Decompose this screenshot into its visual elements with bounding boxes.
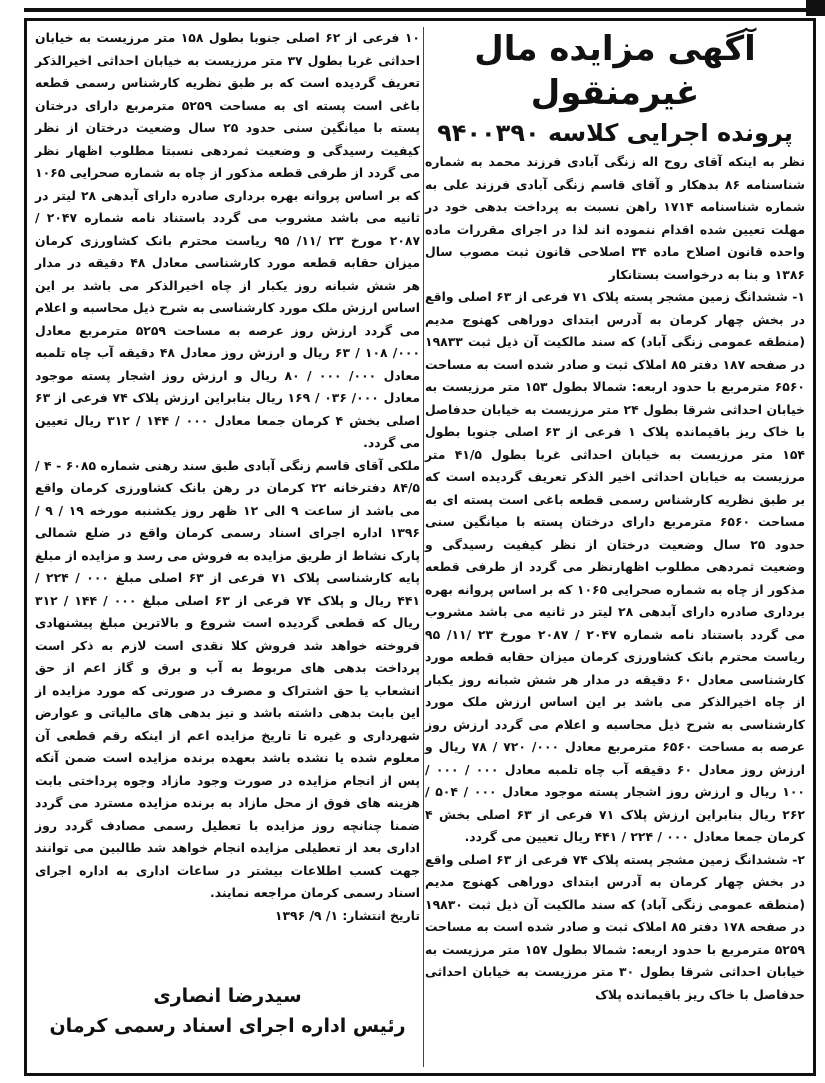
right-column [425, 27, 805, 1006]
notice-item-2: ۲- ششدانگ زمین مشجر پسته پلاک ۷۴ فرعی از ۶۳ اصلی واقع در بخش چهار کرمان به آدرس ابتدای دوراهی کهنوج مدیم (منطقه عمومی زنگی آباد) که سند مالکیت آن ذیل ثبت ۱۹۸۳۰ در صفحه ۱۷۸ دفتر ۸۵ املاک ثبت و صادر شده است به مساحت ۵۲۵۹ مترمربع با حدود اربعه: شمالا بطول ۱۵۷ متر مرزیست به خیابان احداثی شرقا بطول ۳۰ متر مرزیست به خیابان احداثی حدفاصل با خاک ریز باقیمانده پلاک [425, 851, 805, 1002]
top-rule [24, 8, 816, 12]
left-column [35, 27, 420, 927]
signer-title: رئیس اداره اجرای اسناد رسمی کرمان [49, 1015, 406, 1037]
notice-subtitle: پرونده اجرایی کلاسه ۹۴۰۰۳۹۰ [437, 119, 793, 147]
signer-name: سیدرضا انصاری [153, 985, 302, 1007]
signature-block [35, 981, 420, 1041]
auction-terms: ملکی آقای قاسم زنگی آبادی طبق سند رهنی شماره ۶۰۸۵ - ۴ / ۸۴/۵ دفترخانه ۲۲ کرمان در رهن بانک کشاورزی کرمان واقع می باشد از ساعت ۹ الی ۱۲ ظهر روز یکشنبه مورخه ۱۹ / ۹ / ۱۳۹۶ اداره اجرای اسناد رسمی کرمان واقع در ضلع شمالی پارک نشاط از طریق مزایده به فروش می رسد و مزایده از مبلغ پایه کارشناسی پلاک ۷۱ فرعی از ۶۳ اصلی مبلغ ۰۰۰ / ۲۲۴ / ۴۴۱ ریال و پلاک ۷۴ فرعی از ۶۳ اصلی مبلغ ۰۰۰ / ۱۴۴ / ۳۱۲ ریال که قطعی گردیده است شروع و بالاترین مبلغ پیشنهادی فروخته خواهد شد فروش کلا نقدی است لازم به ذکر است پرداخت بدهی های مربوط به آب و برق و گاز اعم از حق انشعاب یا حق اشتراک و مصرف در صورتی که مورد مزایده از این بابت بدهی داشته باشد و نیز بدهی های مالیاتی و عوارض شهرداری و غیره تا تاریخ مزایده اعم از اینکه رقم قطعی آن معلوم شده یا نشده باشد بعهده برنده مزایده است ضمن آنکه پس از انجام مزایده در صورت وجود مازاد وجوه پرداختی بابت هزینه های فوق از محل مازاد به برنده مزایده مسترد می گردد ضمنا چنانچه روز مزایده با تعطیل رسمی مصادف گردد روز اداری بعد از تعطیلی مزایده انجام خواهد شد طالبین می توانند جهت کسب اطلاعات بیشتر در ساعات اداری به اداره اجرای اسناد رسمی کرمان مراجعه نمایند. [35, 457, 420, 900]
notice-frame [24, 18, 816, 1076]
notice-item-2-continued: ۱۰ فرعی از ۶۲ اصلی جنوبا بطول ۱۵۸ متر مرزیست به خیابان احداثی غربا بطول ۳۷ متر مرزیست به خیابان احداثی اخیرالذکر تعریف گردیده است که بر طبق نظریه کارشناس رسمی قطعه باغی است پسته ای به مساحت ۵۲۵۹ مترمربع دارای درختان پسته با میانگین سنی حدود ۲۵ سال وضعیت درختان از نظر کیفیت رسیدگی و وضعیت ثمردهی نسبتا مطلوب اظهار نظر می گردد از طرفی قطعه مذکور از چاه به شماره صحرایی ۱۰۶۵ که بر اساس پروانه بهره برداری صادره دارای آبدهی ۲۸ لیتر در ثانیه می باشد مشروب می گردد باستناد نامه شماره ۲۰۴۷ / ۲۰۸۷ مورخ ۲۳ /۱۱/ ۹۵ ریاست محترم بانک کشاورزی کرمان میزان حقابه قطعه مورد کارشناسی معادل ۴۸ دقیقه در مدار هر شش شبانه روز یکبار از چاه اخیرالذکر می باشد بر این اساس ارزش ملک مورد کارشناسی به شرح ذیل محاسبه و اعلام می گردد ارزش روز عرصه به مساحت ۵۲۵۹ مترمربع معادل ۰۰۰/ ۱۰۸ / ۶۳ ریال و ارزش روز معادل ۴۸ دقیقه آب چاه تلمبه معادل ۰۰۰/ ۰۰۰ / ۸۰ ریال و ارزش روز اشجار پسته موجود معادل ۰۰۰/ ۰۳۶ / ۱۶۹ ریال بنابراین ارزش پلاک ۷۴ فرعی از ۶۳ اصلی بخش ۴ کرمان جمعا معادل ۰۰۰ / ۱۴۴ / ۳۱۲ ریال تعیین می گردد. [35, 30, 421, 450]
publish-date: تاریخ انتشار: ۱/ ۹/ ۱۳۹۶ [274, 907, 420, 923]
column-divider [423, 27, 424, 1067]
notice-title: آگهی مزایده مال غیرمنقول [474, 29, 756, 113]
notice-item-1: ۱- ششدانگ زمین مشجر پسته پلاک ۷۱ فرعی از ۶۳ اصلی واقع در بخش چهار کرمان به آدرس ابتدای دوراهی کهنوج مدیم (منطقه عمومی زنگی آباد) که سند مالکیت آن ذیل ثبت ۱۹۸۳۳ در صفحه ۱۸۷ دفتر ۸۵ املاک ثبت و صادر شده است به مساحت ۶۵۶۰ مترمربع با حدود اربعه: شمالا بطول ۱۵۳ متر مرزیست به خیابان احداثی شرقا بطول ۲۴ متر مرزیست به خیابان حدفاصل با خاک ریز باقیمانده پلاک ۱ فرعی از ۶۳ اصلی جنوبا بطول ۱۵۴ متر مرزیست به خیابان احداثی غربا بطول ۴۱/۵ متر مرزیست به خیابان احداثی اخیر الذکر تعریف گردیده است که بر طبق نظریه کارشناس رسمی قطعه باغی است پسته ای به مساحت ۶۵۶۰ مترمربع دارای درختان پسته با میانگین سنی حدود ۲۵ سال وضعیت درختان از نظر کیفیت رسیدگی و وضعیت ثمردهی مطلوب اظهارنظر می گردد از طرفی قطعه مذکور از چاه به شماره صحرایی ۱۰۶۵ که بر اساس پروانه بهره برداری صادره دارای آبدهی ۲۸ لیتر در ثانیه می باشد مشروب می گردد باستناد نامه شماره ۲۰۴۷ / ۲۰۸۷ مورخ ۲۳ /۱۱/ ۹۵ ریاست محترم بانک کشاورزی کرمان میزان حقابه قطعه مورد کارشناسی معادل ۶۰ دقیقه در مدار هر شش شبانه روز یکبار از چاه اخیرالذکر می باشد بر این اساس ارزش ملک مورد کارشناسی به شرح ذیل محاسبه و اعلام می گردد ارزش روز عرصه به مساحت ۶۵۶۰ مترمربع معادل ۰۰۰/ ۷۲۰ / ۷۸ ریال و ارزش روز معادل ۶۰ دقیقه آب چاه تلمبه معادل ۰۰۰ / ۰۰۰ / ۱۰۰ ریال و ارزش روز اشجار پسته موجود معادل ۰۰۰ / ۵۰۴ / ۲۶۲ ریال بنابراین ارزش پلاک ۷۱ فرعی از ۶۳ اصلی بخش ۴ کرمان جمعا معادل ۰۰۰ / ۲۲۴ / ۴۴۱ ریال تعیین می گردد. [425, 289, 806, 844]
notice-intro: نظر به اینکه آقای روح اله زنگی آبادی فرزند محمد به شماره شناسنامه ۸۶ بدهکار و آقای قاسم زنگی آبادی فرزند علی به شماره شناسنامه ۱۷۱۴ راهن نسبت به پرداخت بدهی خود در مهلت تعیین شده اقدام ننموده اند لذا در اجرای مقررات ماده واحده قانون اصلاح ماده ۳۴ اصلاحی قانون ثبت مصوب سال ۱۳۸۶ و بنا به درخواست بستانکار [425, 154, 806, 282]
